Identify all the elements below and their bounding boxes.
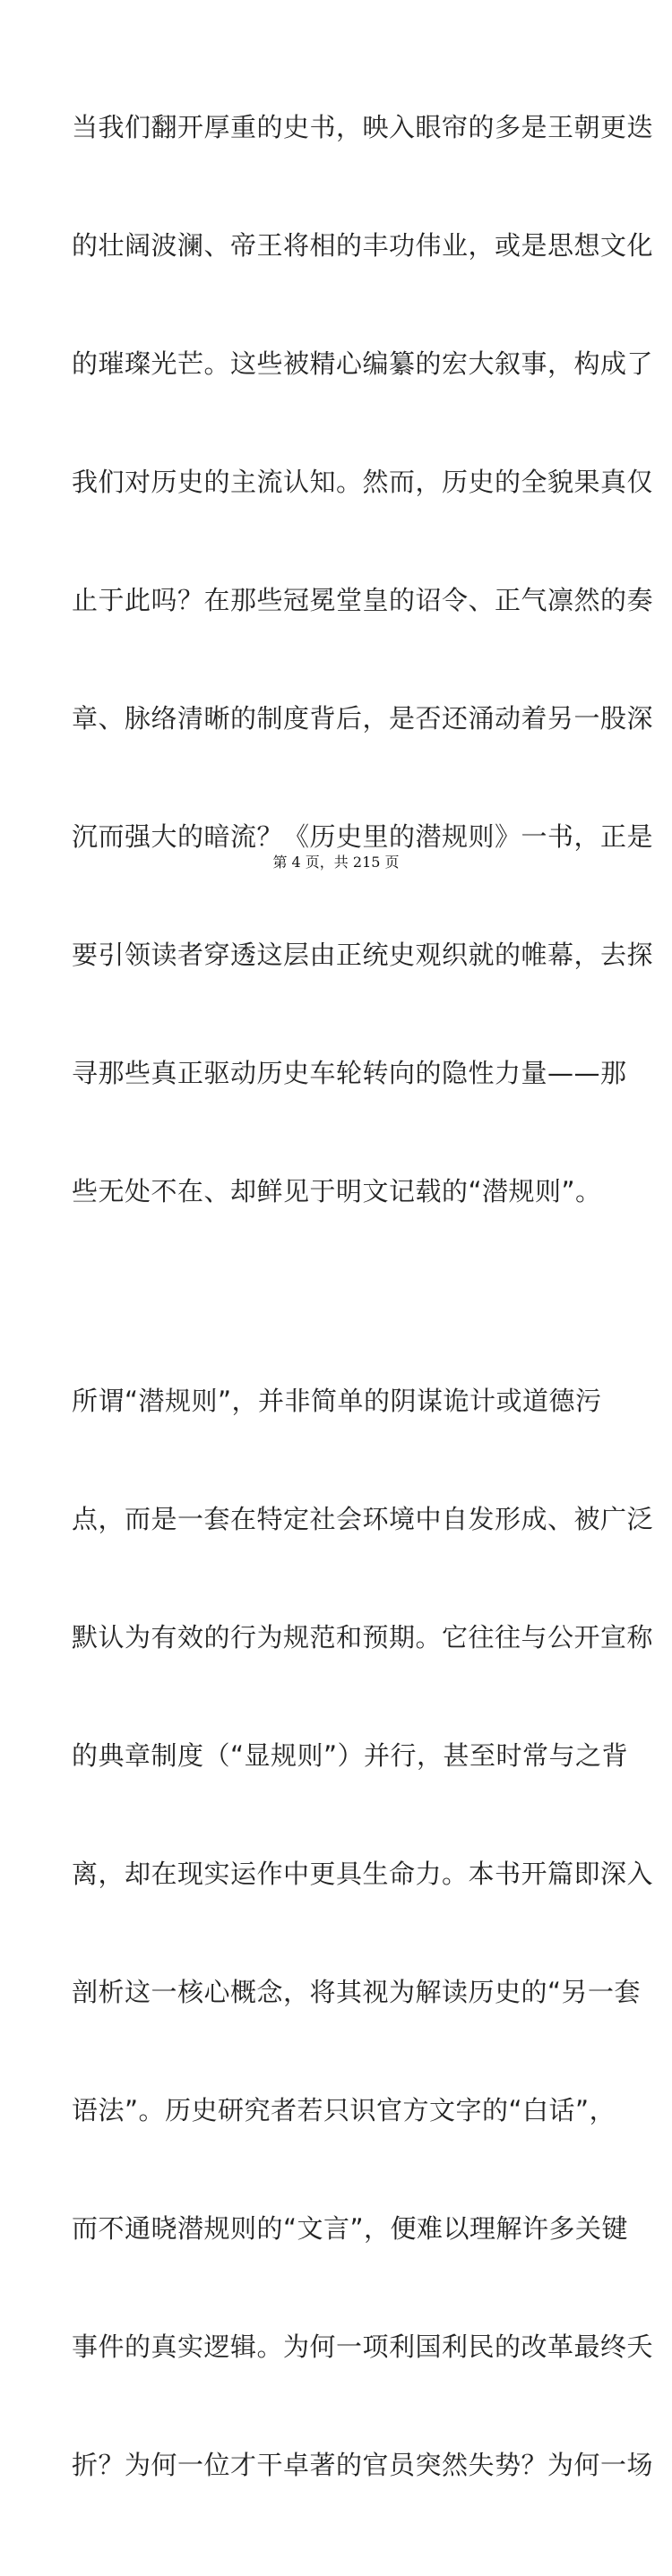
text-line: 止于此吗？在那些冠冕堂皇的诏令、正气凛然的奏 bbox=[72, 585, 654, 615]
text-line: 点，而是一套在特定社会环境中自发形成、被广泛 bbox=[72, 1504, 654, 1534]
text-line: 所谓“潜规则”，并非简单的阴谋诡计或道德污 bbox=[72, 1386, 602, 1416]
text-line: 折？为何一位才干卓著的官员突然失势？为何一场 bbox=[72, 2450, 654, 2480]
text-line: 沉而强大的暗流？《历史里的潜规则》一书，正是 bbox=[72, 821, 654, 852]
text-line: 的典章制度（“显规则”）并行，甚至时常与之背 bbox=[72, 1740, 629, 1771]
page-number: 第 4 页，共 215 页 bbox=[272, 854, 400, 871]
text-line: 剖析这一核心概念，将其视为解读历史的“另一套 bbox=[72, 1977, 642, 2007]
text-line: 要引领读者穿透这层由正统史观织就的帷幕，去探 bbox=[72, 940, 654, 970]
text-line: 默认为有效的行为规范和预期。它往往与公开宣称 bbox=[72, 1622, 654, 1653]
text-line: 章、脉络清晰的制度背后，是否还涌动着另一股深 bbox=[72, 703, 654, 734]
text-line: 当我们翻开厚重的史书，映入眼帘的多是王朝更迭 bbox=[72, 112, 654, 142]
text-line: 的璀璨光芒。这些被精心编纂的宏大叙事，构成了 bbox=[72, 348, 654, 379]
text-line: 离，却在现实运作中更具生命力。本书开篇即深入 bbox=[72, 1859, 654, 1889]
text-line: 的壮阔波澜、帝王将相的丰功伟业，或是思想文化 bbox=[72, 230, 654, 261]
paragraph-2 bbox=[72, 1302, 654, 2563]
text-line: 而不通晓潜规则的“文言”，便难以理解许多关键 bbox=[72, 2213, 629, 2244]
text-line: 事件的真实逻辑。为何一项利国利民的改革最终夭 bbox=[72, 2331, 654, 2362]
text-line: 我们对历史的主流认知。然而，历史的全貌果真仅 bbox=[72, 467, 654, 497]
paragraph-1 bbox=[72, 29, 654, 1290]
text-line: 语法”。历史研究者若只识官方文字的“白话”， bbox=[72, 2095, 616, 2125]
text-line: 些无处不在、却鲜见于明文记载的“潜规则”。 bbox=[72, 1176, 602, 1206]
text-line: 寻那些真正驱动历史车轮转向的隐性力量——那 bbox=[72, 1058, 627, 1088]
body-text bbox=[72, 29, 654, 2576]
